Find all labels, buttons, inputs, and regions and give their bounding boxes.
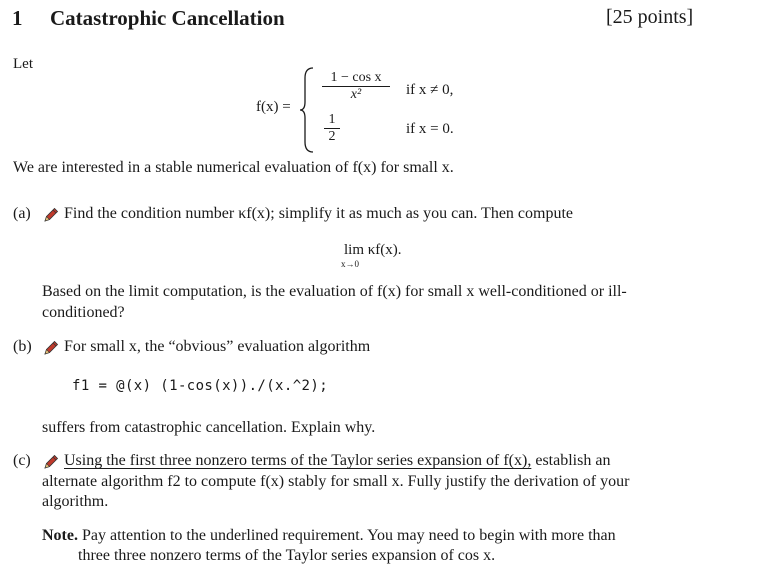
- case2-denominator: 2: [324, 128, 340, 145]
- note-label: Note.: [42, 527, 78, 544]
- function-lhs: f(x) =: [256, 99, 291, 115]
- let-text: Let: [13, 56, 33, 72]
- part-c-line1-rest: establish an: [535, 452, 611, 469]
- part-a-question-line1: Based on the limit computation, is the evaluation of f(x) for small x well-conditioned or ill-: [42, 283, 627, 300]
- part-b-explain: suffers from catastrophic cancellation. Explain why.: [42, 419, 376, 436]
- note-line1-text: Pay attention to the underlined requirement. You may need to begin with more than: [81, 527, 616, 544]
- section-title: Catastrophic Cancellation: [50, 6, 285, 30]
- points-badge: [25 points]: [606, 6, 694, 28]
- part-a-question-line2: conditioned?: [42, 304, 125, 321]
- part-a-label: (a): [13, 205, 31, 222]
- interest-statement: We are interested in a stable numerical evaluation of f(x) for small x.: [13, 159, 454, 176]
- part-c-line3: algorithm.: [42, 493, 109, 510]
- note-line1: [42, 527, 616, 545]
- part-a-text: Find the condition number κf(x); simplify it as much as you can. Then compute: [64, 205, 574, 222]
- part-c-underlined-requirement: Using the first three nonzero terms of the Taylor series expansion of f(x),: [64, 452, 532, 469]
- pencil-icon: [42, 206, 60, 224]
- case2-numerator: 1: [328, 112, 336, 127]
- part-c-line1: [64, 452, 610, 470]
- case1-fraction: [322, 70, 390, 103]
- part-b-label: (b): [13, 338, 32, 355]
- part-a-limit-subscript: x→0: [341, 259, 359, 269]
- part-b-code: f1 = @(x) (1-cos(x))./(x.^2);: [72, 378, 329, 394]
- part-a-limit: lim κf(x).: [344, 242, 402, 258]
- case1-denominator: x²: [322, 86, 390, 103]
- case1-numerator: 1 − cos x: [330, 70, 382, 85]
- case2-condition: if x = 0.: [406, 121, 454, 137]
- part-c-label: (c): [13, 452, 31, 469]
- section-number: 1: [12, 6, 23, 30]
- part-c-line2: alternate algorithm f2 to compute f(x) stably for small x. Fully justify the derivation of your: [42, 473, 630, 490]
- left-brace: [298, 66, 316, 158]
- note-line2: three three nonzero terms of the Taylor series expansion of cos x.: [78, 547, 496, 564]
- pencil-icon: [42, 453, 60, 471]
- pencil-icon: [42, 339, 60, 357]
- part-b-text: For small x, the “obvious” evaluation algorithm: [64, 338, 371, 355]
- case1-condition: if x ≠ 0,: [406, 82, 454, 98]
- case2-fraction: [324, 112, 340, 145]
